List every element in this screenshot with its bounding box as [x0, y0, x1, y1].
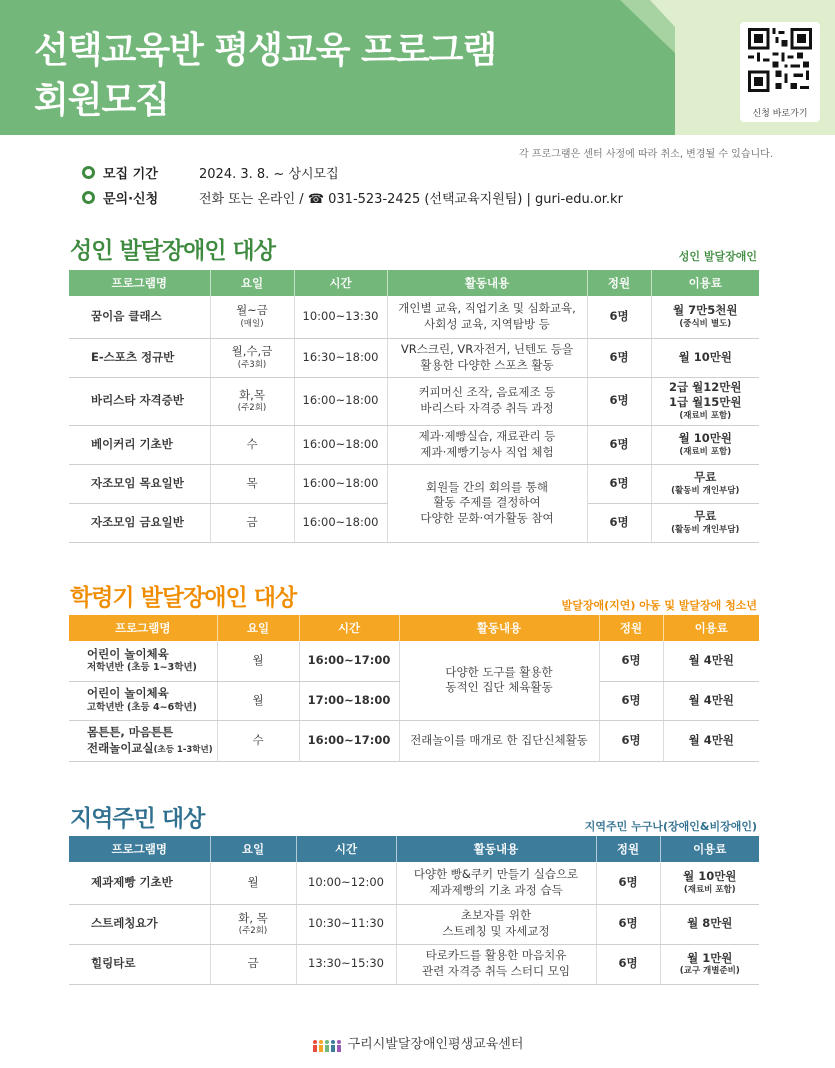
col-header: 정원: [587, 270, 651, 296]
activity-cell: 제과·제빵실습, 재료관리 등 제과·제빵기능사 직업 체험: [387, 425, 587, 464]
day-cell: 목: [210, 464, 294, 503]
table-school: [69, 615, 759, 762]
activity-cell: 타로카드를 활용한 마음치유 관련 자격증 취득 스터디 모임: [396, 944, 596, 984]
activity-cell: 개인별 교육, 직업기초 및 심화교육, 사회성 교육, 지역탐방 등: [387, 296, 587, 338]
table-row: [69, 338, 759, 377]
table-header-row: [69, 836, 759, 862]
fee-cell: 무료 (활동비 개인부담): [651, 503, 759, 542]
time-cell: 13:30~15:30: [296, 944, 396, 984]
time-cell: 17:00~18:00: [299, 681, 399, 720]
fee-cell: 월 4만원: [663, 641, 759, 681]
day-cell: 월: [217, 641, 299, 681]
footer-org-name: 구리시발달장애인평생교육센터: [347, 1037, 524, 1052]
page-title: 선택교육반 평생교육 프로그램: [34, 30, 497, 71]
activity-cell: 회원들 간의 회의를 통해 활동 주제를 결정하여 다양한 문화·여가활동 참여: [387, 464, 587, 542]
capacity-cell: 6명: [587, 338, 651, 377]
bullet-circle-icon: [82, 191, 95, 204]
activity-cell: 전래놀이를 매개로 한 집단신체활동: [399, 720, 599, 761]
table-adult: [69, 270, 759, 543]
day-cell: 화, 목 (주2회): [210, 904, 296, 944]
section-subtitle-adult: 성인 발달장애인: [678, 250, 757, 263]
table-header-row: [69, 270, 759, 296]
table-header-row: [69, 615, 759, 641]
capacity-cell: 6명: [599, 641, 663, 681]
program-name: 몸튼튼, 마음튼튼 전래놀이교실(초등 1-3학년): [69, 720, 217, 761]
header-banner: [0, 0, 835, 135]
activity-cell: 다양한 빵&쿠키 만들기 실습으로 제과제빵의 기초 과정 습득: [396, 862, 596, 904]
table-row: [69, 904, 759, 944]
day-cell: 월,수,금 (주3회): [210, 338, 294, 377]
fee-cell: 월 10만원 (재료비 포함): [660, 862, 759, 904]
day-cell: 금: [210, 944, 296, 984]
time-cell: 16:00~18:00: [294, 503, 387, 542]
program-name: E-스포츠 정규반: [69, 338, 210, 377]
program-name: 꿈이음 클래스: [69, 296, 210, 338]
day-cell: 수: [217, 720, 299, 761]
col-header: 활동내용: [387, 270, 587, 296]
capacity-cell: 6명: [596, 862, 660, 904]
center-logo-icon: [312, 1038, 342, 1052]
qr-code-link[interactable]: [740, 22, 820, 122]
notice-text: 각 프로그램은 센터 사정에 따라 취소, 변경될 수 있습니다.: [519, 149, 773, 160]
time-cell: 16:00~18:00: [294, 464, 387, 503]
col-header: 활동내용: [396, 836, 596, 862]
fee-cell: 월 8만원: [660, 904, 759, 944]
col-header: 요일: [217, 615, 299, 641]
qr-code-icon: [748, 28, 812, 92]
capacity-cell: 6명: [599, 681, 663, 720]
table-row: [69, 862, 759, 904]
table-row: [69, 944, 759, 984]
program-name: 어린이 놀이체육 고학년반 (초등 4~6학년): [69, 681, 217, 720]
program-name: 자조모임 금요일반: [69, 503, 210, 542]
time-cell: 16:00~17:00: [299, 641, 399, 681]
capacity-cell: 6명: [587, 377, 651, 425]
info-period: [82, 163, 339, 182]
col-header: 요일: [210, 270, 294, 296]
col-header: 정원: [596, 836, 660, 862]
fee-cell: 무료 (활동비 개인부담): [651, 464, 759, 503]
capacity-cell: 6명: [596, 904, 660, 944]
activity-cell: VR스크린, VR자전거, 닌텐도 등을 활용한 다양한 스포츠 활동: [387, 338, 587, 377]
time-cell: 10:00~13:30: [294, 296, 387, 338]
info-contact: [82, 188, 623, 207]
capacity-cell: 6명: [587, 425, 651, 464]
fee-cell: 월 1만원 (교구 개별준비): [660, 944, 759, 984]
contact-value: 전화 또는 온라인 / ☎ 031-523-2425 (선택교육지원팀) | guri-edu.or.kr: [199, 192, 623, 207]
col-header: 프로그램명: [69, 836, 210, 862]
fee-cell: 2급 월12만원 1급 월15만원 (재료비 포함): [651, 377, 759, 425]
time-cell: 16:00~17:00: [299, 720, 399, 761]
day-cell: 화,목 (주2회): [210, 377, 294, 425]
time-cell: 16:00~18:00: [294, 425, 387, 464]
section-title-community: 지역주민 대상: [70, 806, 205, 832]
fee-cell: 월 10만원: [651, 338, 759, 377]
col-header: 활동내용: [399, 615, 599, 641]
program-name: 자조모임 목요일반: [69, 464, 210, 503]
day-cell: 금: [210, 503, 294, 542]
program-name: 제과제빵 기초반: [69, 862, 210, 904]
col-header: 시간: [299, 615, 399, 641]
col-header: 시간: [296, 836, 396, 862]
program-name: 스트레칭요가: [69, 904, 210, 944]
section-subtitle-community: 지역주민 누구나(장애인&비장애인): [584, 820, 757, 833]
day-cell: 월: [217, 681, 299, 720]
fee-cell: 월 7만5천원 (중식비 별도): [651, 296, 759, 338]
col-header: 이용료: [651, 270, 759, 296]
table-row: [69, 464, 759, 503]
section-title-adult: 성인 발달장애인 대상: [70, 238, 275, 264]
period-value: 2024. 3. 8. ~ 상시모집: [199, 167, 339, 182]
time-cell: 10:00~12:00: [296, 862, 396, 904]
table-row: [69, 425, 759, 464]
footer: [0, 1033, 835, 1052]
fee-cell: 월 4만원: [663, 681, 759, 720]
program-name: 어린이 놀이체육 저학년반 (초등 1~3학년): [69, 641, 217, 681]
day-cell: 월~금 (매일): [210, 296, 294, 338]
fee-cell: 월 4만원: [663, 720, 759, 761]
col-header: 시간: [294, 270, 387, 296]
capacity-cell: 6명: [596, 944, 660, 984]
section-title-school: 학령기 발달장애인 대상: [70, 585, 297, 611]
program-name: 베이커리 기초반: [69, 425, 210, 464]
section-subtitle-school: 발달장애(지연) 아동 및 발달장애 청소년: [561, 599, 757, 612]
activity-cell: 초보자를 위한 스트레칭 및 자세교정: [396, 904, 596, 944]
capacity-cell: 6명: [587, 503, 651, 542]
program-name: 바리스타 자격증반: [69, 377, 210, 425]
activity-cell: 다양한 도구를 활용한 동적인 집단 체육활동: [399, 641, 599, 720]
contact-label: 문의·신청: [103, 192, 159, 207]
capacity-cell: 6명: [587, 296, 651, 338]
day-cell: 월: [210, 862, 296, 904]
time-cell: 16:00~18:00: [294, 377, 387, 425]
col-header: 프로그램명: [69, 615, 217, 641]
table-community: [69, 836, 759, 985]
table-row: [69, 296, 759, 338]
page-title-line2: 회원모집: [34, 80, 170, 121]
fee-cell: 월 10만원 (재료비 포함): [651, 425, 759, 464]
period-label: 모집 기간: [103, 167, 158, 182]
time-cell: 10:30~11:30: [296, 904, 396, 944]
col-header: 요일: [210, 836, 296, 862]
bullet-circle-icon: [82, 166, 95, 179]
activity-cell: 커피머신 조작, 음료제조 등 바리스타 자격증 취득 과정: [387, 377, 587, 425]
qr-caption: 신청 바로가기: [752, 109, 808, 119]
table-row: [69, 641, 759, 681]
table-row: [69, 377, 759, 425]
time-cell: 16:30~18:00: [294, 338, 387, 377]
col-header: 프로그램명: [69, 270, 210, 296]
capacity-cell: 6명: [587, 464, 651, 503]
col-header: 정원: [599, 615, 663, 641]
table-row: [69, 720, 759, 761]
day-cell: 수: [210, 425, 294, 464]
col-header: 이용료: [660, 836, 759, 862]
capacity-cell: 6명: [599, 720, 663, 761]
program-name: 힐링타로: [69, 944, 210, 984]
col-header: 이용료: [663, 615, 759, 641]
